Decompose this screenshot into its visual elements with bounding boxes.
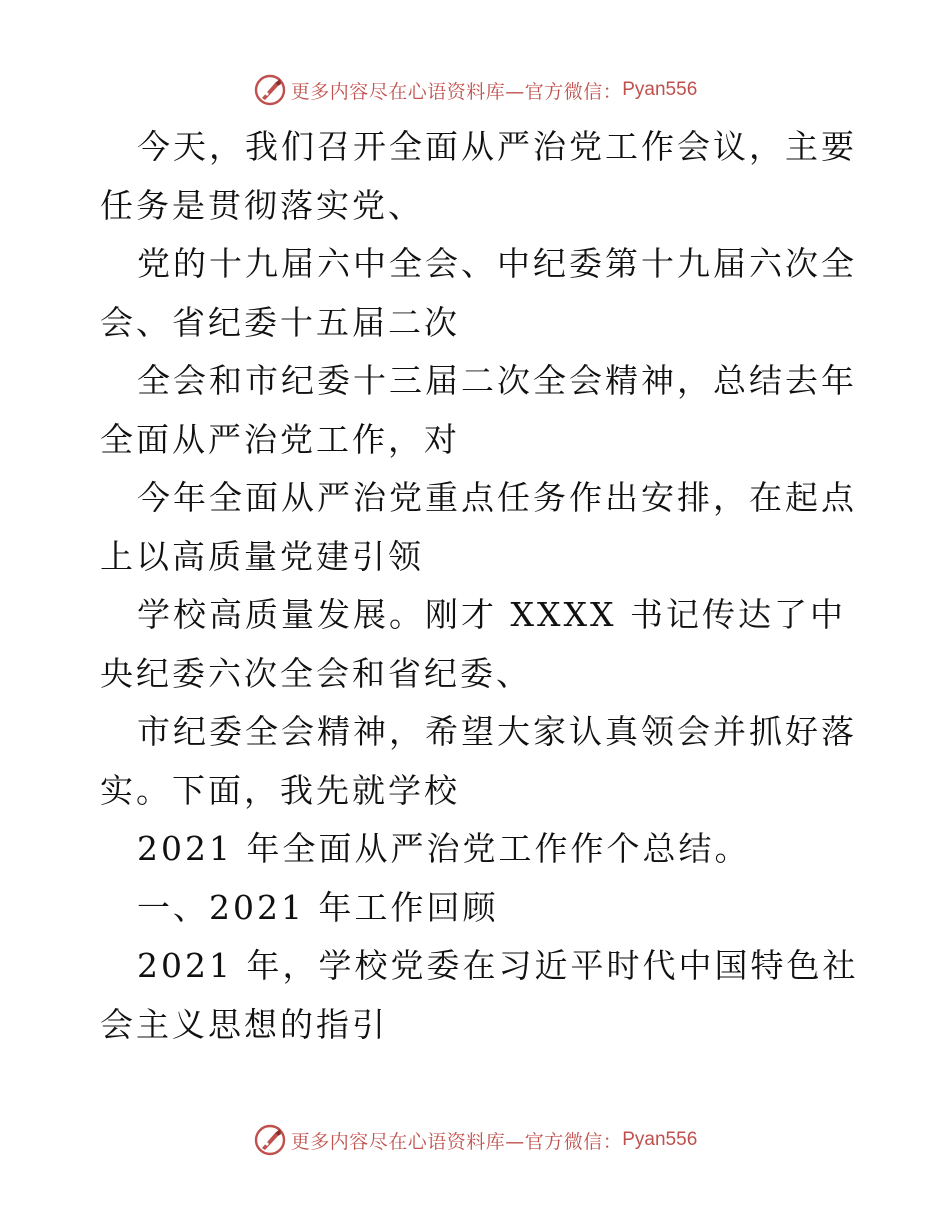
watermark-wechat-id: Pyan556 — [622, 1129, 698, 1150]
section-heading: 一、2021 年工作回顾 — [137, 887, 499, 927]
paragraph: 学校高质量发展。刚才 XXXX 书记传达了中央纪委六次全会和省纪委、 — [100, 595, 846, 693]
pen-nib-logo-icon — [253, 1123, 287, 1157]
paragraph: 2021 年，学校党委在习近平时代中国特色社会主义思想的指引 — [100, 946, 859, 1044]
paragraph: 市纪委全会精神，希望大家认真领会并抓好落实。下面，我先就学校 — [100, 712, 857, 810]
paragraph: 今天，我们召开全面从严治党工作会议，主要任务是贯彻落实党、 — [100, 127, 857, 225]
watermark-text: 更多内容尽在心语资料库—官方微信： — [290, 80, 623, 103]
header-watermark — [0, 70, 950, 110]
footer-watermark — [0, 1120, 950, 1160]
paragraph: 2021 年全面从严治党工作作个总结。 — [137, 829, 751, 868]
paragraph: 党的十九届六中全会、中纪委第十九届六次全会、省纪委十五届二次 — [100, 244, 857, 342]
pen-nib-logo-icon — [253, 73, 287, 107]
watermark-text: 更多内容尽在心语资料库—官方微信： — [290, 1130, 623, 1153]
paragraph: 今年全面从严治党重点任务作出安排，在起点上以高质量党建引领 — [100, 478, 857, 576]
watermark-wechat-id: Pyan556 — [622, 79, 698, 100]
document-body — [100, 118, 860, 1054]
paragraph: 全会和市纪委十三届二次全会精神，总结去年全面从严治党工作，对 — [100, 361, 857, 459]
